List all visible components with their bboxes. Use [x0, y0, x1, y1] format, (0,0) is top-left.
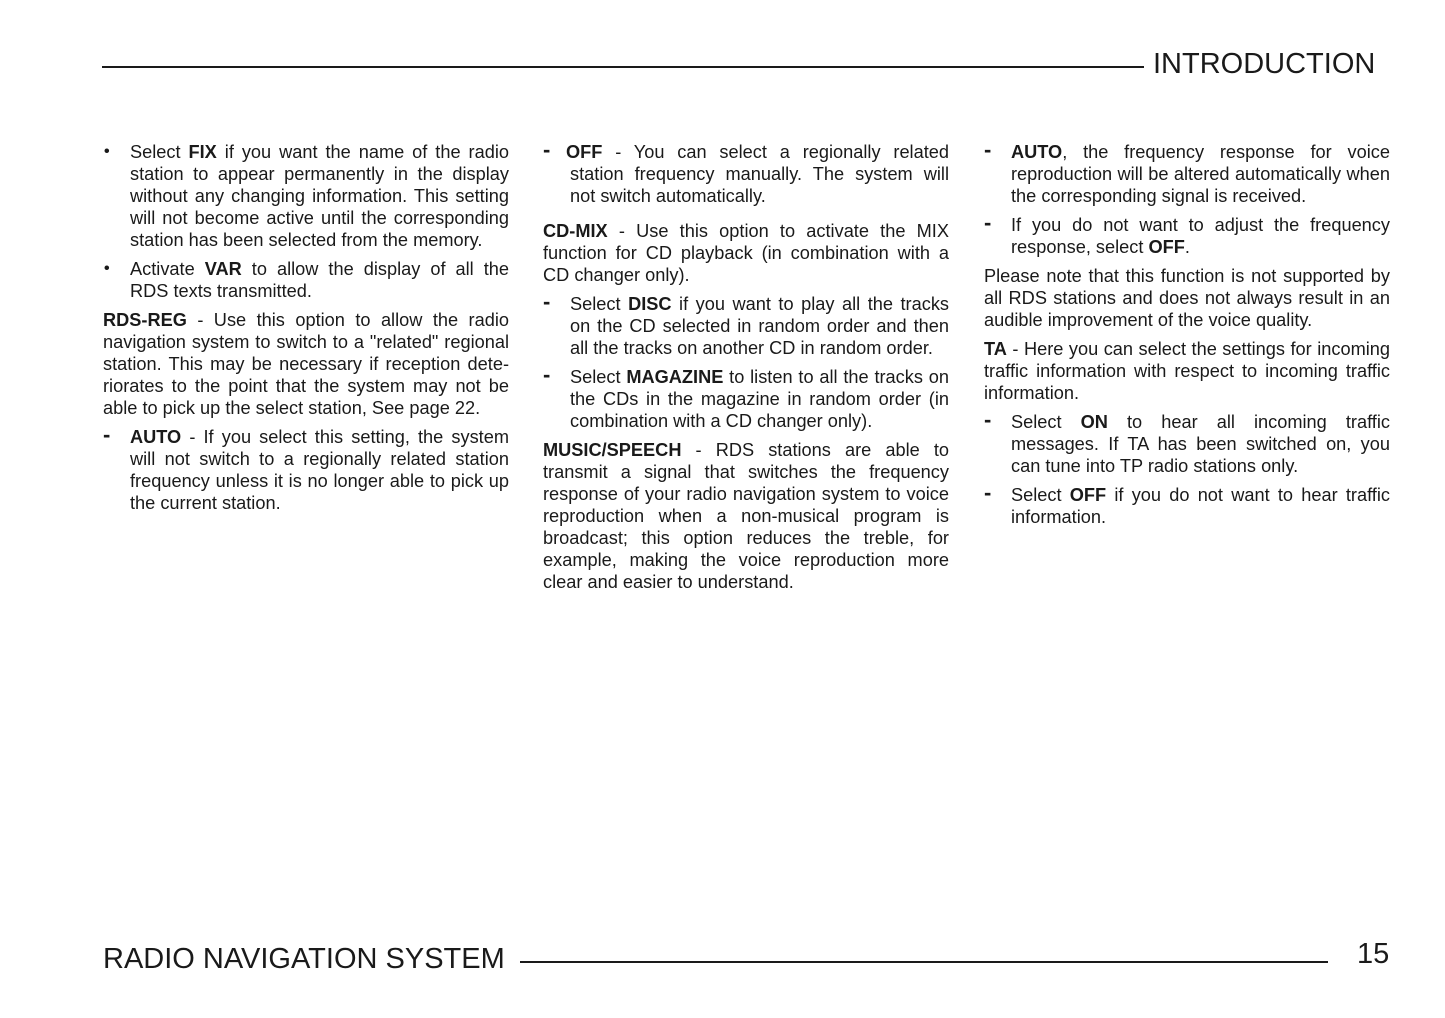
- paragraph-rds-reg: RDS-REG - Use this option to allow the radio navigation system to switch to a "related" regional station. This may be necessary if reception dete-riorates to the point that the system may not be able to pick up the select station, See page 22.: [103, 310, 509, 418]
- dash-icon: -: [984, 137, 992, 162]
- keyword-ta: TA: [984, 339, 1007, 359]
- keyword-cd-mix: CD-MIX: [543, 221, 608, 241]
- keyword-disc: DISC: [628, 294, 672, 314]
- dash-icon: -: [543, 362, 551, 387]
- list-item-off: - OFF - You can select a regionally related station frequency manually. The system will not switch automatically.: [543, 137, 949, 206]
- dash-icon: -: [984, 407, 992, 432]
- keyword-var: VAR: [204, 259, 242, 279]
- keyword-music-speech: MUSIC/SPEECH: [543, 440, 682, 460]
- list-item-fix: • Select FIX if you want the name of the radio station to appear permanently in the display without any changing information. This setting will not become active until the corresponding station has been selected from the memory.: [104, 142, 509, 250]
- paragraph-music-speech: MUSIC/SPEECH - RDS stations are able to transmit a signal that switches the frequency response of your radio navigation system to voice reproduction when a non-musical program is broadcast; this option reduces the treble, for example, making the voice reproduction more clear and easier to understand.: [543, 440, 949, 592]
- list-item-var: • Activate VAR to allow the display of all the RDS texts transmitted.: [104, 259, 510, 301]
- list-item-disc: - Select DISC if you want to play all the tracks on the CD selected in random order and then all the tracks on another CD in random order.: [543, 289, 950, 358]
- column-2: [543, 137, 950, 600]
- keyword-rds-reg: RDS-REG: [103, 310, 187, 330]
- list-item-magazine: - Select MAGAZINE to listen to all the tracks on the CDs in the magazine in random order (in combination with a CD changer only).: [543, 362, 949, 431]
- keyword-off: OFF: [566, 142, 603, 162]
- dash-icon: -: [984, 210, 992, 235]
- keyword-auto: AUTO: [130, 427, 182, 447]
- bullet-icon: •: [104, 260, 110, 277]
- paragraph-note: Please note that this function is not supported by all RDS stations and does not always result in an audible improvement of the voice quality.: [984, 266, 1390, 330]
- manual-title: RADIO NAVIGATION SYSTEM: [103, 943, 505, 975]
- dash-icon: -: [543, 289, 551, 314]
- paragraph-cd-mix: CD-MIX - Use this option to activate the MIX function for CD playback (in combination with a CD changer only).: [543, 221, 949, 285]
- footer-rule: [520, 961, 1328, 963]
- list-item-auto-voice: - AUTO, the frequency response for voice reproduction will be altered automatically when the corresponding signal is received.: [984, 137, 1390, 206]
- paragraph-ta: TA - Here you can select the settings for incoming traffic information with respect to incoming traffic information.: [984, 339, 1390, 403]
- keyword-fix: FIX: [188, 142, 217, 162]
- list-item-off-voice: - If you do not want to adjust the frequency response, select OFF.: [984, 210, 1390, 257]
- list-item-ta-off: - Select OFF if you do not want to hear traffic information.: [984, 480, 1390, 527]
- keyword-off: OFF: [1069, 485, 1107, 505]
- section-title: INTRODUCTION: [1153, 48, 1376, 80]
- page-number: 15: [1357, 938, 1390, 970]
- dash-icon: -: [103, 422, 111, 447]
- header-rule: [102, 66, 1144, 68]
- list-item-auto: - AUTO - If you select this setting, the system will not switch to a regionally related station frequency unless it is no longer able to pick up the current station.: [103, 422, 509, 513]
- keyword-off: OFF: [1148, 237, 1185, 257]
- column-3: [984, 137, 1390, 535]
- column-1: [103, 141, 509, 521]
- dash-icon: -: [543, 137, 551, 162]
- bullet-icon: •: [104, 143, 110, 160]
- list-item-ta-on: - Select ON to hear all incoming traffic messages. If TA has been switched on, you can tune into TP radio stations only.: [984, 407, 1390, 476]
- keyword-auto: AUTO: [1011, 142, 1063, 162]
- keyword-magazine: MAGAZINE: [626, 367, 724, 387]
- dash-icon: -: [984, 480, 992, 505]
- keyword-on: ON: [1080, 412, 1108, 432]
